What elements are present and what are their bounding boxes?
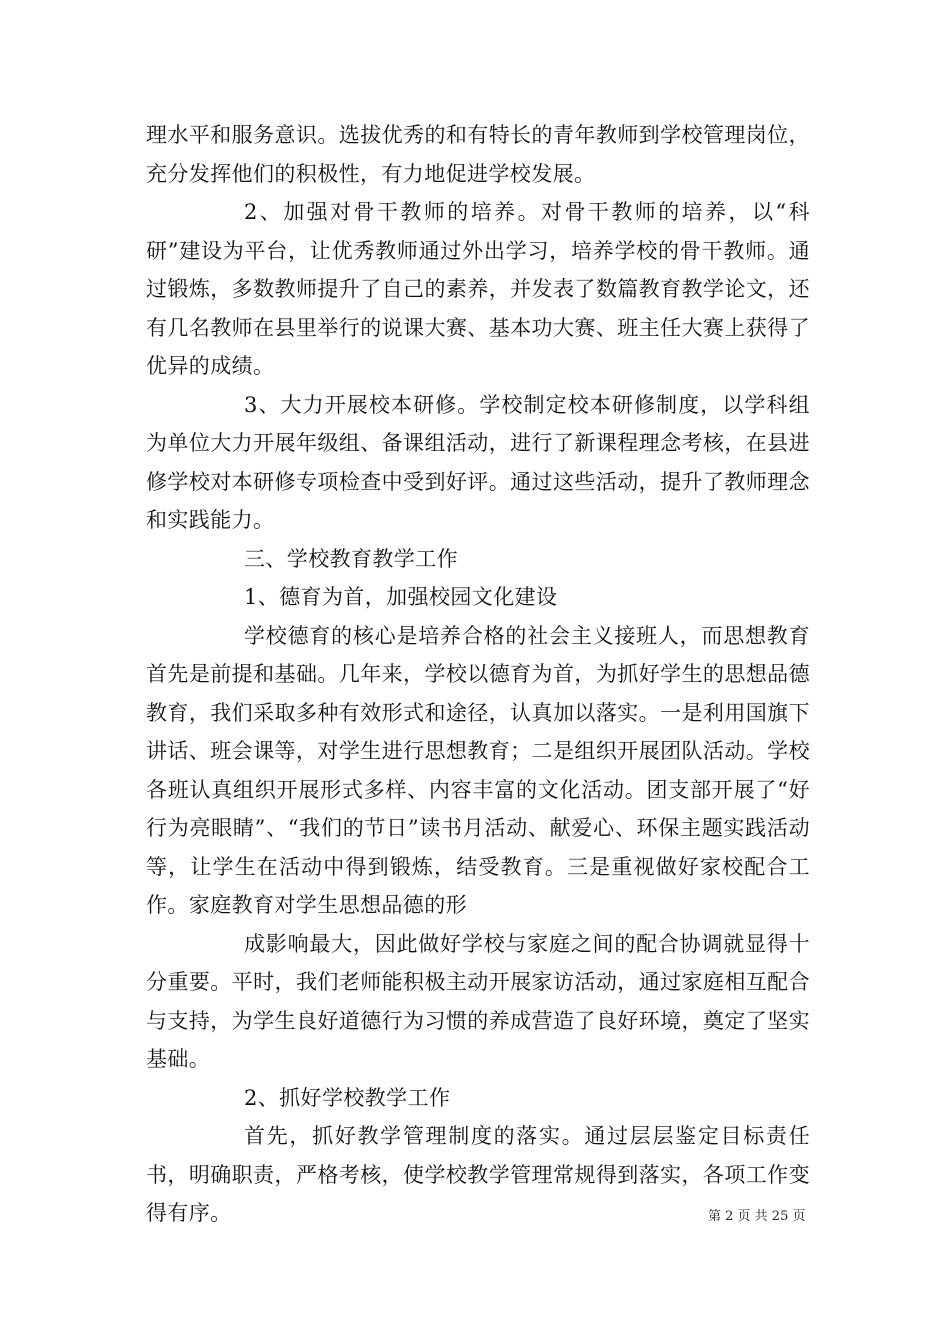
section-heading: 三、学校教育教学工作 (244, 546, 458, 571)
subsection-heading: 2、抓好学校教学工作 (244, 1085, 451, 1110)
body-text (146, 116, 810, 1233)
paragraph: 首先，抓好教学管理制度的落实。通过层层鉴定目标责任书，明确职责，严格考核，使学校教学管理常规得到落实，各项工作变得有序。 (146, 1124, 810, 1225)
page-number-footer: 第 2 页 共 25 页 (708, 1209, 806, 1224)
paragraph: 成影响最大，因此做好学校与家庭之间的配合协调就显得十分重要。平时，我们老师能积极主动开展家访活动，通过家庭相互配合与支持，为学生良好道德行为习惯的养成营造了良好环境，奠定了坚实基础。 (146, 931, 810, 1071)
paragraph: 2、加强对骨干教师的培养。对骨干教师的培养，以“科研”建设为平台，让优秀教师通过外出学习，培养学校的骨干教师。通过锻炼，多数教师提升了自己的素养，并发表了数篇教育教学论文，还有几名教师在县里举行的说课大赛、基本功大赛、班主任大赛上获得了优异的成绩。 (146, 200, 810, 378)
subsection-heading: 1、德育为首，加强校园文化建设 (244, 585, 558, 609)
paragraph: 理水平和服务意识。选拔优秀的和有特长的青年教师到学校管理岗位，充分发挥他们的积极性，有力地促进学校发展。 (146, 123, 810, 186)
paragraph: 3、大力开展校本研修。学校制定校本研修制度，以学科组为单位大力开展年级组、备课组活动，进行了新课程理念考核，在县进修学校对本研修专项检查中受到好评。通过这些活动，提升了教师理念和实践能力。 (146, 392, 810, 532)
paragraph: 学校德育的核心是培养合格的社会主义接班人，而思想教育首先是前提和基础。几年来，学校以德育为首，为抓好学生的思想品德教育，我们采取多种有效形式和途径，认真加以落实。一是利用国旗下讲话、班会课等，对学生进行思想教育；二是组织开展团队活动。学校各班认真组织开展形式多样、内容丰富的文化活动。团支部开展了“好行为亮眼睛”、“我们的节日”读书月活动、献爱心、环保主题实践活动等，让学生在活动中得到锻炼，结受教育。三是重视做好家校配合工作。家庭教育对学生思想品德的形 (146, 623, 810, 917)
